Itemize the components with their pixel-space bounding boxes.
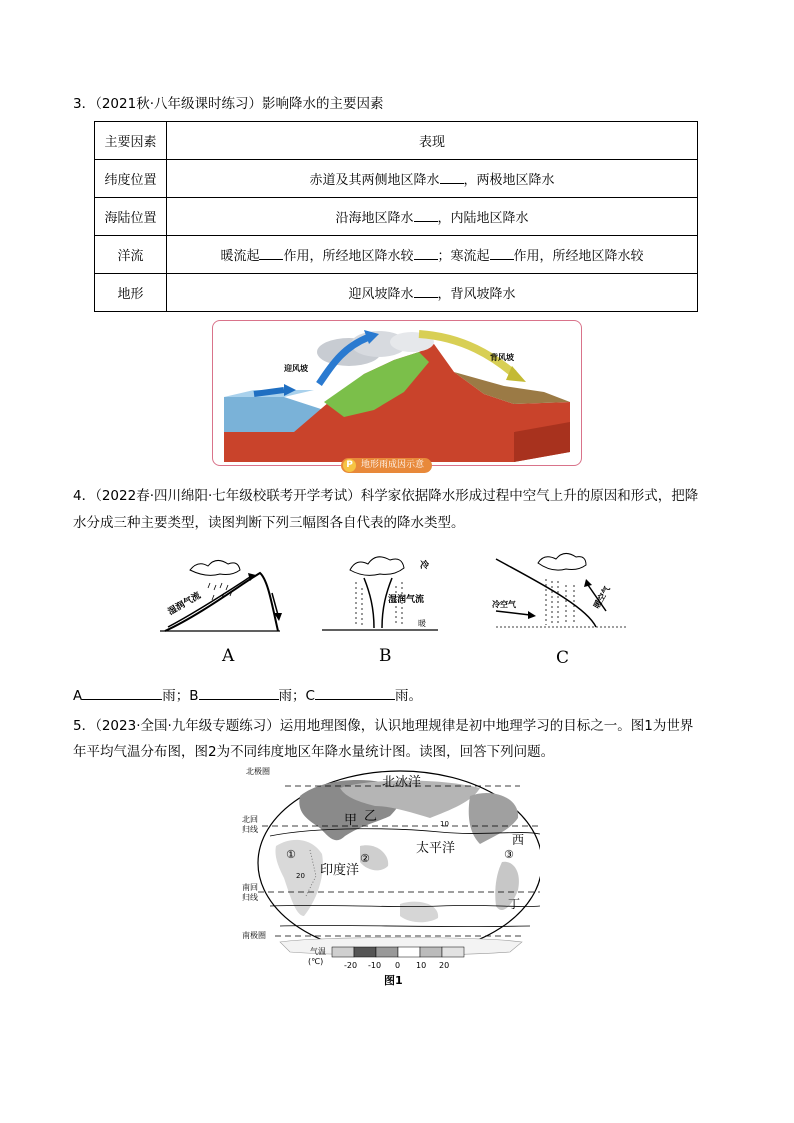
precipitation-factors-table bbox=[94, 121, 698, 312]
answer-prefix-c: 雨；C bbox=[278, 688, 315, 704]
answer-prefix-a: A bbox=[73, 688, 83, 704]
text-part: 赤道及其两侧地区降水 bbox=[309, 173, 440, 188]
figure-1-label: 图1 bbox=[384, 974, 403, 987]
legend-title-1: 气温 bbox=[310, 947, 326, 956]
pacific-ocean-label: 太平洋 bbox=[416, 841, 456, 856]
answer-suffix: 雨。 bbox=[394, 688, 422, 704]
windward-label: 迎风坡 bbox=[284, 364, 308, 373]
question-3-title: 3．（2021秋·八年级课时练习）影响降水的主要因素 bbox=[73, 96, 384, 112]
south-pole-label: 南极圈 bbox=[242, 931, 266, 940]
figure-c-label: C bbox=[556, 648, 570, 668]
question-4-line-1: 4．（2022春·四川绵阳·七年级校联考开学考试）科学家依据降水形成过程中空气上升的原因和形式，把降 bbox=[73, 488, 699, 504]
factor-cell: 洋流 bbox=[95, 236, 167, 274]
xi-label: 西 bbox=[512, 833, 525, 847]
legend-title-2: (℃) bbox=[308, 957, 324, 966]
table-header-performance: 表现 bbox=[167, 122, 698, 160]
performance-cell bbox=[167, 198, 698, 236]
north-tropic-label-2: 归线 bbox=[242, 825, 258, 834]
caption-p-icon: P bbox=[343, 459, 356, 472]
factor-cell: 海陆位置 bbox=[95, 198, 167, 236]
text-part: 作用，所经地区降水较 bbox=[283, 249, 414, 264]
south-tropic-label-2: 归线 bbox=[242, 893, 258, 902]
cloud-outline bbox=[190, 560, 240, 575]
cold-air-label: 冷空气 bbox=[492, 600, 516, 609]
text-part: ，两极地区降水 bbox=[463, 173, 555, 188]
moist-air-label-b: 湿润气流 bbox=[388, 595, 425, 605]
yi-label: 乙 bbox=[364, 809, 378, 824]
text-part: 作用，所经地区降水较 bbox=[513, 249, 644, 264]
answer-blank[interactable] bbox=[259, 246, 283, 260]
arrow-head bbox=[528, 611, 536, 619]
table-row bbox=[95, 198, 698, 236]
south-tropic-label-1: 南回 bbox=[242, 883, 258, 892]
moist-air-label-a: 湿润气流 bbox=[166, 590, 203, 618]
table-header-row bbox=[95, 122, 698, 160]
text-part: 沿海地区降水 bbox=[335, 211, 414, 226]
precip-figure-a bbox=[160, 555, 290, 637]
question-5-line-1: 5．（2023·全国·九年级专题练习）运用地理图像，认识地理规律是初中地理学习的目标之一。图1为世界 bbox=[73, 718, 694, 734]
marker-1: ① bbox=[286, 848, 296, 861]
cold-label-b: 冷 bbox=[420, 561, 430, 571]
question-4-line-2: 水分成三种主要类型，读图判断下列三幅图各自代表的降水类型。 bbox=[73, 515, 465, 531]
indian-ocean-label: 印度洋 bbox=[320, 863, 360, 878]
temperature-legend bbox=[332, 947, 464, 957]
text-part: 迎风坡降水 bbox=[348, 287, 414, 302]
answer-blank[interactable] bbox=[490, 246, 514, 260]
text-part: ；寒流起 bbox=[437, 249, 490, 264]
table-row bbox=[95, 274, 698, 312]
front-line bbox=[496, 559, 596, 627]
arrow-head bbox=[584, 579, 592, 587]
orographic-rain-diagram bbox=[214, 322, 580, 464]
answer-blank[interactable] bbox=[440, 170, 464, 184]
world-temperature-map bbox=[240, 766, 540, 990]
answer-prefix-b: 雨；B bbox=[162, 688, 199, 704]
performance-cell bbox=[167, 236, 698, 274]
answer-blank-a[interactable] bbox=[82, 686, 162, 700]
figure-b-label: B bbox=[379, 646, 392, 666]
answer-blank[interactable] bbox=[414, 246, 438, 260]
performance-cell bbox=[167, 274, 698, 312]
legend-tick: -20 bbox=[344, 961, 358, 970]
table-row bbox=[95, 236, 698, 274]
cloud-outline bbox=[350, 557, 404, 576]
legend-tick: 10 bbox=[416, 961, 427, 970]
text-part: ，背风坡降水 bbox=[437, 287, 516, 302]
text-part: 暖流起 bbox=[220, 249, 260, 264]
factor-cell: 地形 bbox=[95, 274, 167, 312]
isotherm-label-10: 10 bbox=[440, 820, 449, 828]
marker-3: ③ bbox=[504, 848, 514, 861]
factor-cell: 纬度位置 bbox=[95, 160, 167, 198]
question-5-line-2: 年平均气温分布图，图2为不同纬度地区年降水量统计图。读图，回答下列问题。 bbox=[73, 744, 555, 760]
performance-cell bbox=[167, 160, 698, 198]
isotherm-label-20: 20 bbox=[296, 872, 305, 880]
wind-arrow bbox=[254, 390, 284, 394]
rising-air-left bbox=[364, 578, 374, 628]
north-pole-label: 北极圈 bbox=[246, 767, 270, 776]
north-tropic-label-1: 北回 bbox=[242, 815, 258, 824]
answer-blank-b[interactable] bbox=[199, 686, 279, 700]
leeward-label: 背风坡 bbox=[490, 353, 514, 362]
marker-2: ② bbox=[360, 852, 370, 865]
legend-tick: 20 bbox=[439, 961, 450, 970]
ding-label: 丁 bbox=[508, 897, 521, 911]
cold-air-arrow bbox=[496, 611, 530, 615]
precip-figure-c bbox=[486, 551, 632, 633]
figure-caption: 地形雨成因示意 bbox=[361, 460, 425, 470]
legend-tick: -10 bbox=[368, 961, 382, 970]
table-header-factor: 主要因素 bbox=[95, 122, 167, 160]
cloud-outline bbox=[538, 553, 586, 570]
arctic-ocean-label: 北冰洋 bbox=[382, 775, 422, 790]
legend-tick: 0 bbox=[395, 961, 401, 970]
answer-blank[interactable] bbox=[414, 284, 438, 298]
table-row bbox=[95, 160, 698, 198]
jia-label: 甲 bbox=[344, 813, 358, 828]
answer-blank[interactable] bbox=[414, 208, 438, 222]
text-part: ，内陆地区降水 bbox=[437, 211, 529, 226]
warm-air-label: 暖空气 bbox=[591, 584, 612, 610]
question-4-answer-line bbox=[73, 686, 422, 706]
figure-caption-badge bbox=[341, 458, 432, 473]
warm-label-b: 暖 bbox=[418, 619, 426, 628]
figure-a-label: A bbox=[222, 646, 235, 666]
answer-blank-c[interactable] bbox=[315, 686, 395, 700]
precip-figure-b bbox=[320, 548, 440, 634]
